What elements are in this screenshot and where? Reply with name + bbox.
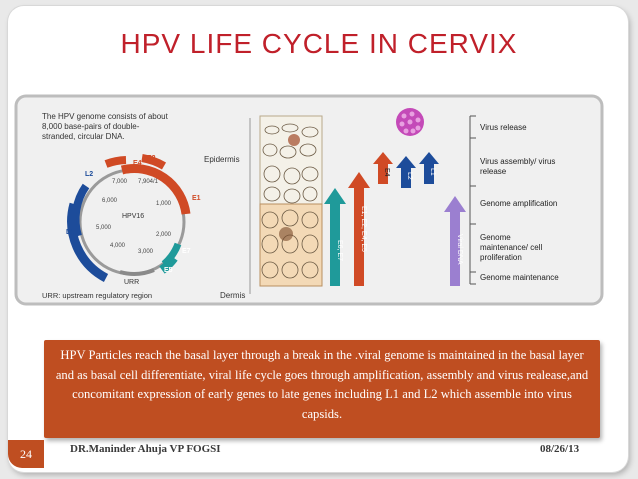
caption-box	[44, 340, 600, 438]
stage-label: Virus release	[480, 123, 527, 132]
ring-number: 2,000	[156, 232, 172, 238]
late-l1-label: L1	[429, 168, 436, 176]
page-title: HPV LIFE CYCLE IN CERVIX	[120, 28, 518, 59]
hpv-life-cycle-figure	[14, 94, 604, 306]
genome-name: HPV16	[122, 213, 145, 220]
stage-label: Genome maintenance	[480, 273, 559, 282]
slide-number: 24	[8, 440, 44, 468]
gene-label: L1	[66, 229, 75, 236]
stage-label: Genome amplification	[480, 199, 558, 208]
ring-number: 6,000	[102, 198, 118, 204]
epidermis-tissue-illustration	[260, 116, 322, 286]
early-genes-label: E6, E7	[336, 240, 343, 262]
ring-number: 7,000	[112, 179, 128, 185]
gene-label: E4	[133, 160, 142, 167]
late-l2-label: L2	[406, 172, 413, 180]
genome-note-line: 8,000 base-pairs of double-	[42, 122, 140, 131]
viral-dna-label: Viral DNA	[456, 234, 463, 265]
ring-number: 3,000	[138, 249, 154, 255]
stage-label: release	[480, 167, 507, 176]
mid-genes-label: E1, E2, E4, E5	[360, 206, 367, 252]
gene-label: E2	[147, 155, 156, 162]
dermis-label: Dermis	[220, 291, 246, 300]
late-e4-label: E4	[383, 168, 390, 177]
stage-label: Virus assembly/ virus	[480, 157, 556, 166]
ring-number: 1,000	[156, 201, 172, 207]
gene-label: E5	[164, 267, 173, 274]
stage-label: proliferation	[480, 253, 522, 262]
gene-label: E7	[182, 248, 191, 255]
ring-number: 5,000	[96, 225, 112, 231]
genome-note-line: The HPV genome consists of about	[42, 112, 168, 121]
stage-label: maintenance/ cell	[480, 243, 543, 252]
urr-legend: URR: upstream regulatory region	[42, 291, 153, 300]
gene-label: E1	[192, 195, 201, 202]
caption-text: HPV Particles reach the basal layer through a break in the .viral genome is maintained in the basal layer and as basal cell differentiate, viral life cycle goes through amplification, assembly and virus realease,and concomitant expression of early genes to late genes including L1 and L2 which assemble into virus capsids.	[55, 348, 589, 421]
ring-number: 7,904/1	[138, 179, 159, 185]
date-footer: 08/26/13	[540, 443, 580, 455]
urr-label: URR	[124, 279, 140, 286]
gene-label: L2	[85, 171, 94, 178]
author-footer: DR.Maninder Ahuja VP FOGSI	[70, 443, 221, 455]
gene-label: E6	[110, 159, 119, 166]
epidermis-label: Epidermis	[204, 155, 240, 164]
ring-number: 4,000	[110, 243, 126, 249]
stage-label: Genome	[480, 233, 511, 242]
genome-note-line: stranded, circular DNA.	[42, 132, 125, 141]
virion-icon	[396, 108, 424, 136]
